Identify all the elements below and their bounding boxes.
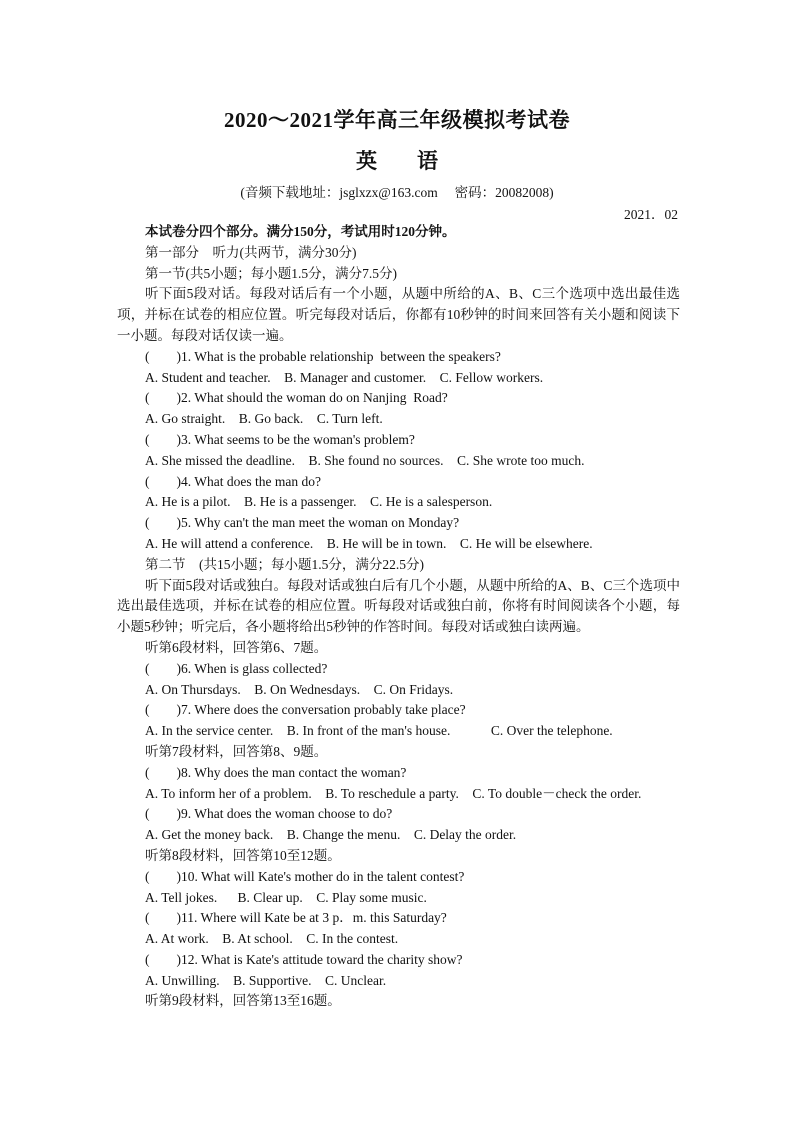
material-note: 听第6段材料，回答第6、7题。 <box>145 639 328 655</box>
section1-heading: 第一节(共5小题；每小题1.5分，满分7.5分) <box>145 265 397 281</box>
options-10: A. Tell jokes. B. Clear up. C. Play some music. <box>145 889 427 905</box>
options-1: A. Student and teacher. B. Manager and customer. C. Fellow workers. <box>145 369 544 385</box>
options-12: A. Unwilling. B. Supportive. C. Unclear. <box>145 972 387 988</box>
material-note: 听第9段材料，回答第13至16题。 <box>145 993 341 1009</box>
question-8: ( )8. Why does the man contact the woman? <box>145 764 407 780</box>
subject-char-1: 英 <box>356 149 377 173</box>
options-9: A. Get the money back. B. Change the menu. C. Delay the order. <box>145 827 517 843</box>
section2-heading: 第二节 (共15小题；每小题1.5分，满分22.5分) <box>145 556 424 572</box>
question-12: ( )12. What is Kate's attitude toward the charity show? <box>145 951 463 967</box>
subject-char-2: 语 <box>417 149 438 173</box>
question-5: ( )5. Why can't the man meet the woman on Monday? <box>145 515 460 531</box>
exam-body <box>117 222 680 1012</box>
exam-date: 2021．02 <box>624 207 678 222</box>
question-7: ( )7. Where does the conversation probably take place? <box>145 702 466 718</box>
question-4: ( )4. What does the man do? <box>145 473 321 489</box>
question-9: ( )9. What does the woman choose to do? <box>145 806 393 822</box>
intro-text: 本试卷分四个部分。满分150分，考试用时120分钟。 <box>145 224 456 239</box>
question-11: ( )11. Where will Kate be at 3 p．m. this Saturday? <box>145 910 447 926</box>
options-6: A. On Thursdays. B. On Wednesdays. C. On Fridays. <box>145 681 454 697</box>
options-5: A. He will attend a conference. B. He will be in town. C. He will be elsewhere. <box>145 535 593 551</box>
question-10: ( )10. What will Kate's mother do in the talent contest? <box>145 868 465 884</box>
options-11: A. At work. B. At school. C. In the contest. <box>145 931 399 947</box>
question-3: ( )3. What seems to be the woman's problem? <box>145 431 415 447</box>
part1-heading: 第一部分 听力(共两节，满分30分) <box>145 244 357 260</box>
options-7: A. In the service center. B. In front of the man's house. C. Over the telephone. <box>145 723 613 739</box>
subject-title <box>0 145 794 175</box>
options-2: A. Go straight. B. Go back. C. Turn left. <box>145 411 383 427</box>
options-8: A. To inform her of a problem. B. To reschedule a party. C. To double－check the order. <box>145 785 642 801</box>
section1-instructions: 听下面5段对话。每段对话后有一个小题，从题中所给的A、B、C三个选项中选出最佳选项，并标在试卷的相应位置。听完每段对话后，你都有10秒钟的时间来回答有关小题和阅读下一小题。每段对话仅读一遍。 <box>117 286 680 343</box>
material-note: 听第8段材料，回答第10至12题。 <box>145 847 341 863</box>
page-title: 2020～2021学年高三年级模拟考试卷 <box>224 108 570 132</box>
question-2: ( )2. What should the woman do on Nanjing Road? <box>145 390 448 406</box>
question-6: ( )6. When is glass collected? <box>145 660 328 676</box>
question-1: ( )1. What is the probable relationship between the speakers? <box>145 348 501 364</box>
options-3: A. She missed the deadline. B. She found no sources. C. She wrote too much. <box>145 452 585 468</box>
material-note: 听第7段材料，回答第8、9题。 <box>145 743 328 759</box>
section2-instructions: 听下面5段对话或独白。每段对话或独白后有几个小题，从题中所给的A、B、C三个选项中选出最佳选项，并标在试卷的相应位置。听每段对话或独白前，你将有时间阅读各个小题，每小题5秒钟；听完后，各小题将给出5秒钟的作答时间。每段对话或独白读两遍。 <box>117 577 680 635</box>
audio-download-info: (音频下载地址：jsglxzx@163.com 密码：20082008) <box>240 185 554 200</box>
options-4: A. He is a pilot. B. He is a passenger. C. He is a salesperson. <box>145 494 493 510</box>
